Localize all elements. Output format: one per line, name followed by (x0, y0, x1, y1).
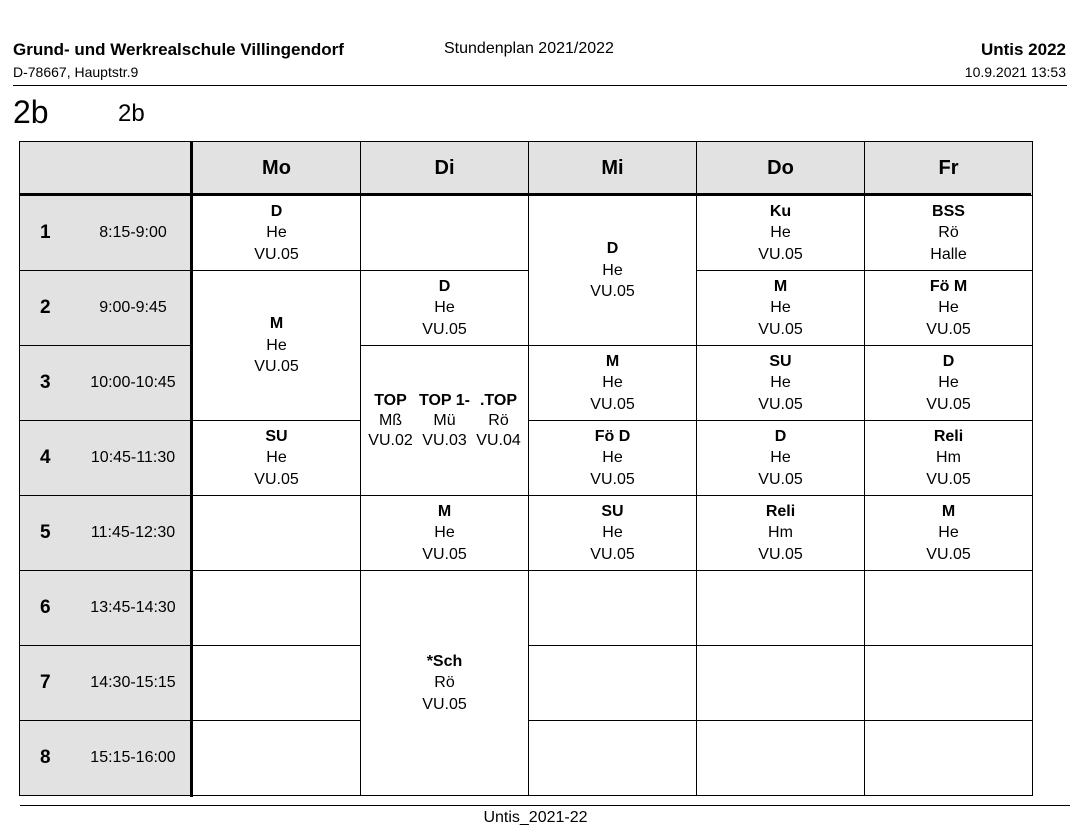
lesson-room: VU.04 (476, 431, 521, 449)
day-header: Di (360, 141, 529, 196)
period-number: 1 (40, 222, 51, 243)
lesson-subject: D (438, 277, 451, 295)
lesson-cell[interactable] (696, 270, 865, 346)
lesson-subject: BSS (932, 202, 965, 220)
period-cell (19, 270, 193, 346)
lesson-teacher: Hm (768, 524, 793, 542)
class-code: 2b (13, 94, 49, 130)
lesson-cell[interactable] (864, 495, 1033, 571)
lesson-teacher: He (938, 299, 959, 317)
lesson-teacher: Mü (433, 411, 456, 429)
lesson-subject: M (269, 315, 284, 333)
lesson-room: VU.05 (590, 470, 635, 488)
period-number: 5 (40, 522, 51, 543)
lesson-teacher: He (770, 374, 791, 392)
period-time: 10:45-11:30 (90, 449, 176, 466)
split-room-row (364, 431, 526, 451)
period-column-divider (190, 141, 193, 797)
lesson-cell[interactable] (528, 345, 697, 421)
period-time: 15:15-16:00 (90, 749, 176, 766)
timetable-grid (19, 141, 1031, 797)
empty-cell[interactable] (528, 720, 697, 796)
empty-cell[interactable] (864, 645, 1033, 721)
lesson-subject: Fö M (929, 277, 968, 295)
period-time: 13:45-14:30 (90, 599, 176, 616)
print-datetime: 10.9.2021 13:53 (964, 64, 1066, 80)
period-number: 8 (40, 747, 51, 768)
lesson-cell[interactable] (192, 420, 361, 496)
lesson-cell[interactable] (864, 195, 1033, 271)
lesson-teacher: Rö (488, 411, 509, 429)
lesson-subject: M (605, 352, 620, 370)
lesson-cell[interactable] (696, 495, 865, 571)
day-header: Fr (864, 141, 1033, 196)
period-cell (19, 645, 193, 721)
period-time: 10:00-10:45 (90, 374, 176, 391)
lesson-subject: Ku (769, 202, 792, 220)
footer-divider (20, 805, 1070, 806)
period-time: 8:15-9:00 (99, 224, 167, 241)
lesson-subject: D (774, 427, 787, 445)
empty-cell[interactable] (192, 495, 361, 571)
school-name: Grund- und Werkrealschule Villingendorf (13, 40, 344, 59)
period-cell (19, 570, 193, 646)
lesson-cell[interactable] (360, 270, 529, 346)
period-cell (19, 720, 193, 796)
lesson-teacher: He (266, 449, 287, 467)
empty-cell[interactable] (528, 645, 697, 721)
period-number: 4 (40, 447, 51, 468)
lesson-cell[interactable] (864, 270, 1033, 346)
lesson-cell[interactable] (192, 270, 361, 421)
period-cell (19, 420, 193, 496)
lesson-subject: M (773, 277, 788, 295)
lesson-teacher: He (602, 374, 623, 392)
empty-cell[interactable] (696, 720, 865, 796)
period-number: 7 (40, 672, 51, 693)
empty-cell[interactable] (192, 570, 361, 646)
lesson-subject: D (270, 202, 283, 220)
empty-cell[interactable] (528, 570, 697, 646)
lesson-subject: Reli (933, 427, 964, 445)
lesson-room: VU.03 (422, 431, 467, 449)
lesson-cell[interactable] (696, 195, 865, 271)
lesson-subject: TOP (374, 391, 407, 409)
empty-cell[interactable] (864, 720, 1033, 796)
empty-cell[interactable] (864, 570, 1033, 646)
lesson-cell[interactable] (360, 570, 529, 796)
lesson-cell-split[interactable] (360, 345, 529, 496)
lesson-teacher: He (938, 374, 959, 392)
lesson-cell[interactable] (192, 195, 361, 271)
lesson-subject: *Sch (426, 652, 463, 670)
lesson-room: VU.05 (758, 395, 803, 413)
period-number: 2 (40, 297, 51, 318)
lesson-room: VU.05 (422, 320, 467, 338)
period-time: 14:30-15:15 (90, 674, 176, 691)
lesson-cell[interactable] (696, 420, 865, 496)
lesson-room: VU.05 (422, 545, 467, 563)
lesson-teacher: He (770, 224, 791, 242)
lesson-teacher: Rö (938, 224, 959, 242)
lesson-cell[interactable] (528, 420, 697, 496)
lesson-teacher: He (266, 336, 287, 354)
lesson-room: VU.05 (590, 395, 635, 413)
period-number: 6 (40, 597, 51, 618)
lesson-room: VU.05 (254, 358, 299, 376)
lesson-subject: Reli (765, 502, 796, 520)
empty-cell[interactable] (696, 645, 865, 721)
plan-title: Stundenplan 2021/2022 (444, 40, 614, 57)
header-divider (13, 85, 1067, 86)
empty-cell[interactable] (360, 195, 529, 271)
lesson-room: VU.05 (758, 245, 803, 263)
period-number: 3 (40, 372, 51, 393)
lesson-cell[interactable] (864, 345, 1033, 421)
empty-cell[interactable] (192, 720, 361, 796)
lesson-teacher: Rö (434, 674, 455, 692)
lesson-teacher: He (266, 224, 287, 242)
lesson-subject: M (941, 502, 956, 520)
lesson-teacher: He (434, 299, 455, 317)
lesson-room: Halle (930, 245, 967, 263)
lesson-room: VU.05 (926, 470, 971, 488)
class-name: 2b (118, 100, 145, 127)
lesson-teacher: He (938, 524, 959, 542)
split-subject-row (364, 391, 526, 411)
lesson-teacher: Mß (378, 411, 403, 429)
lesson-teacher: He (770, 449, 791, 467)
period-time: 9:00-9:45 (99, 299, 167, 316)
lesson-room: VU.05 (758, 545, 803, 563)
lesson-teacher: He (770, 299, 791, 317)
empty-cell[interactable] (696, 570, 865, 646)
lesson-teacher: He (602, 449, 623, 467)
lesson-subject: .TOP (479, 391, 518, 409)
lesson-subject: Fö D (594, 427, 631, 445)
lesson-teacher: He (602, 524, 623, 542)
school-address: D-78667, Hauptstr.9 (13, 64, 139, 80)
period-time: 11:45-12:30 (90, 524, 176, 541)
lesson-teacher: Hm (936, 449, 961, 467)
lesson-teacher: He (434, 524, 455, 542)
lesson-room: VU.05 (926, 320, 971, 338)
lesson-subject: D (606, 240, 619, 258)
lesson-room: VU.05 (254, 470, 299, 488)
lesson-room: VU.05 (254, 245, 299, 263)
period-cell (19, 195, 193, 271)
lesson-subject: D (942, 352, 955, 370)
period-cell (19, 345, 193, 421)
day-header: Do (696, 141, 865, 196)
lesson-room: VU.02 (368, 431, 413, 449)
lesson-room: VU.05 (758, 320, 803, 338)
lesson-room: VU.05 (758, 470, 803, 488)
lesson-subject: SU (265, 427, 288, 445)
lesson-teacher: He (602, 261, 623, 279)
footer-label: Untis_2021-22 (483, 809, 588, 826)
corner-cell (19, 141, 193, 196)
lesson-subject: TOP 1- (419, 391, 470, 409)
empty-cell[interactable] (192, 645, 361, 721)
lesson-cell[interactable] (864, 420, 1033, 496)
lesson-subject: SU (601, 502, 624, 520)
app-name: Untis 2022 (980, 40, 1066, 59)
lesson-room: VU.05 (590, 283, 635, 301)
lesson-cell[interactable] (528, 195, 697, 346)
header-row-divider (19, 193, 1031, 196)
lesson-cell[interactable] (696, 345, 865, 421)
split-teacher-row (364, 411, 526, 431)
lesson-subject: M (437, 502, 452, 520)
period-cell (19, 495, 193, 571)
day-header: Mo (192, 141, 361, 196)
lesson-room: VU.05 (926, 545, 971, 563)
lesson-room: VU.05 (422, 695, 467, 713)
day-header: Mi (528, 141, 697, 196)
lesson-cell[interactable] (528, 495, 697, 571)
lesson-subject: SU (769, 352, 792, 370)
lesson-cell[interactable] (360, 495, 529, 571)
lesson-room: VU.05 (926, 395, 971, 413)
lesson-room: VU.05 (590, 545, 635, 563)
